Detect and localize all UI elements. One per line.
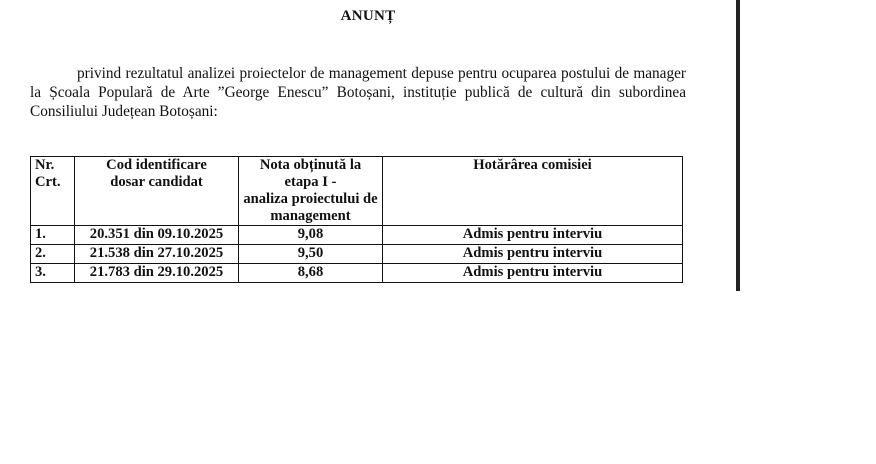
header-text: analiza proiectului de xyxy=(243,191,378,207)
table-row xyxy=(31,245,683,264)
header-text: Cod identificare xyxy=(106,157,207,173)
cell-nota: 9,08 xyxy=(239,226,383,245)
intro-paragraph: privind rezultatul analizei proiectelor de management depuse pentru ocuparea postului de manager la Școala Populară de Arte ”George Enescu” Botoșani, instituție publică de cultură din subordinea Consiliului Județean Botoșani: xyxy=(30,65,686,120)
header-nota xyxy=(239,157,383,226)
header-text: Hotărârea comisiei xyxy=(473,157,592,173)
header-hotarare xyxy=(383,157,683,226)
header-text: Crt. xyxy=(35,174,61,190)
header-text: management xyxy=(270,208,351,224)
page-edge-divider xyxy=(736,0,740,291)
table-row xyxy=(31,264,683,283)
header-text: dosar candidat xyxy=(110,174,203,190)
header-text: Nr. xyxy=(35,157,55,173)
cell-nota: 8,68 xyxy=(239,264,383,283)
cell-hotarare: Admis pentru interviu xyxy=(383,226,683,245)
cell-nr: 1. xyxy=(31,226,75,245)
table-row xyxy=(31,226,683,245)
header-cod-identificare xyxy=(75,157,239,226)
cell-cod: 20.351 din 09.10.2025 xyxy=(75,226,239,245)
cell-hotarare: Admis pentru interviu xyxy=(383,264,683,283)
cell-nota: 9,50 xyxy=(239,245,383,264)
header-text: Nota obținută la etapa I - xyxy=(259,157,362,190)
cell-hotarare: Admis pentru interviu xyxy=(383,245,683,264)
document-title: ANUNȚ xyxy=(340,8,396,24)
cell-nr: 3. xyxy=(31,264,75,283)
cell-cod: 21.538 din 27.10.2025 xyxy=(75,245,239,264)
table-header-row xyxy=(31,157,683,226)
cell-nr: 2. xyxy=(31,245,75,264)
results-table xyxy=(30,156,683,283)
cell-cod: 21.783 din 29.10.2025 xyxy=(75,264,239,283)
header-nr-crt xyxy=(31,157,75,226)
